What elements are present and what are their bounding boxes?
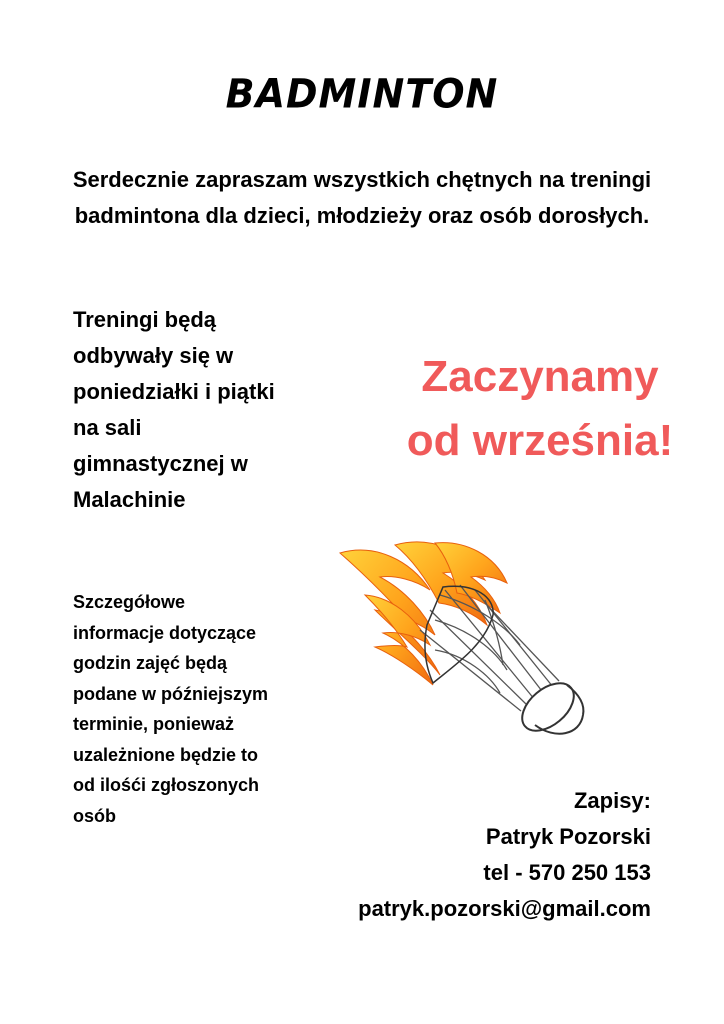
headline-line: Zaczynamy bbox=[421, 352, 659, 401]
details-line: Szczegółowe bbox=[73, 592, 186, 612]
schedule-line: odbywały się w bbox=[73, 343, 234, 368]
headline-line: od września! bbox=[406, 416, 674, 465]
schedule-line: poniedziałki i piątki bbox=[73, 379, 275, 404]
contact-email[interactable]: patryk.pozorski@gmail.com bbox=[358, 896, 651, 921]
contact-label: Zapisy: bbox=[573, 788, 651, 813]
details-line: terminie, ponieważ bbox=[73, 714, 235, 734]
contact-phone[interactable]: tel - 570 250 153 bbox=[483, 860, 651, 885]
schedule-line: Malachinie bbox=[73, 487, 186, 512]
flaming-shuttlecock-icon bbox=[335, 535, 595, 750]
details-line: informacje dotyczące bbox=[73, 622, 257, 643]
contact-name: Patryk Pozorski bbox=[485, 824, 651, 849]
page-title: BADMINTON bbox=[225, 70, 499, 118]
schedule-text bbox=[73, 302, 343, 518]
details-line: uzależnione będzie to bbox=[73, 744, 259, 765]
details-line: od ilośći zgłoszonych bbox=[73, 775, 260, 795]
start-headline bbox=[380, 345, 700, 473]
details-line: godzin zajęć będą bbox=[73, 653, 228, 673]
schedule-line: Treningi będą bbox=[73, 307, 217, 332]
contact-block bbox=[231, 783, 651, 927]
intro-text: Serdecznie zapraszam wszystkich chętnych na treningi badmintona dla dzieci, młodzieży oraz osób dorosłych. bbox=[72, 167, 652, 228]
schedule-line: gimnastycznej w bbox=[73, 451, 248, 476]
details-line: osób bbox=[73, 805, 116, 826]
schedule-line: na sali bbox=[73, 415, 142, 440]
details-line: podane w późniejszym bbox=[73, 683, 269, 704]
